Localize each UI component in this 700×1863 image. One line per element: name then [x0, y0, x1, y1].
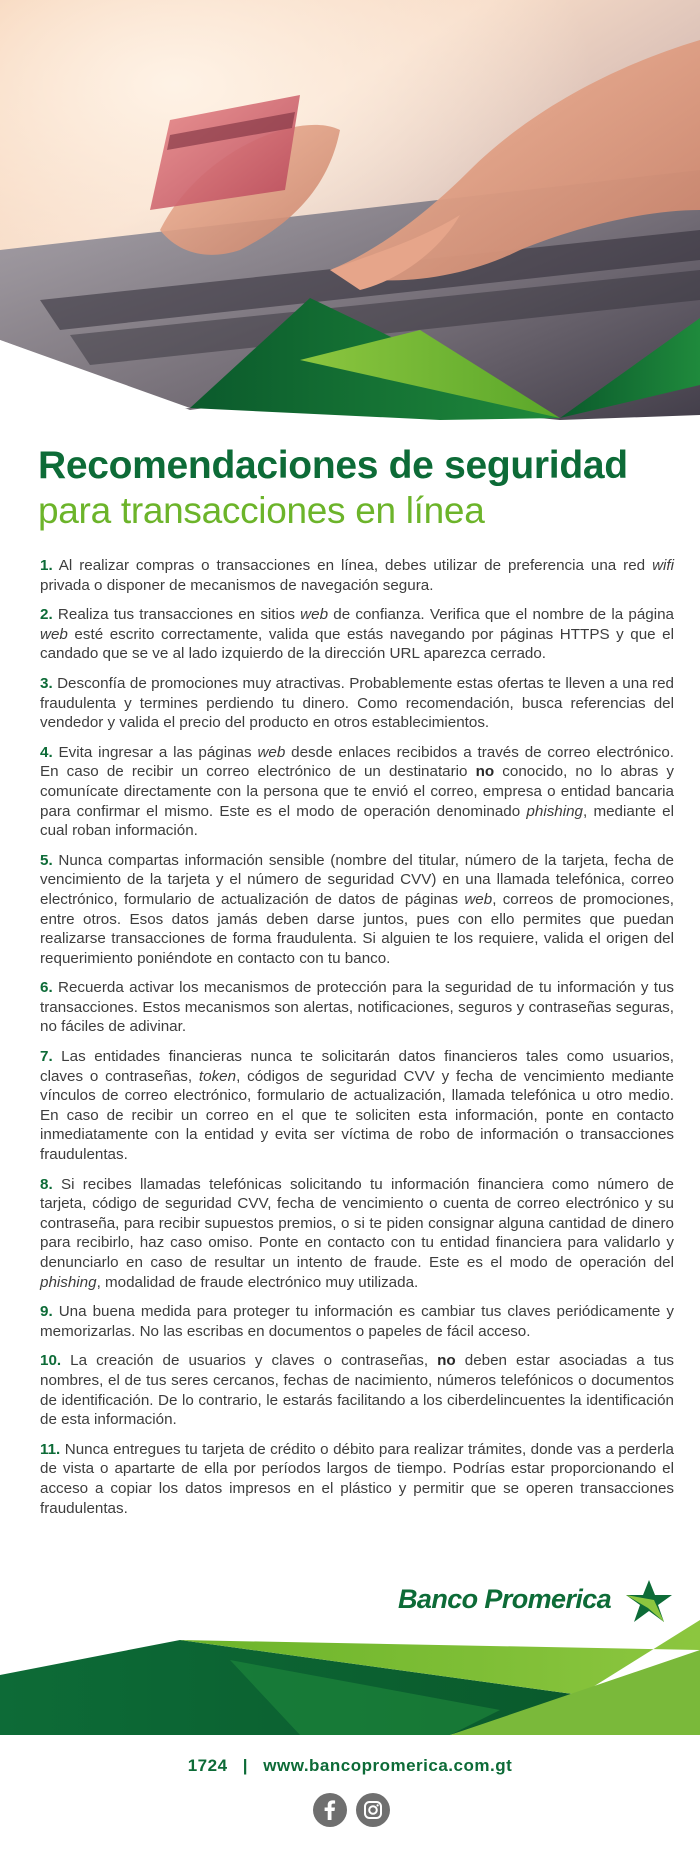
social-links — [313, 1793, 393, 1831]
recommendation-text: La creación de usuarios y claves o contraseñas, — [61, 1352, 438, 1370]
recommendation-number: 5. — [40, 851, 53, 869]
hero-photo-illustration — [0, 0, 700, 420]
hero-image — [0, 0, 700, 420]
recommendation-text: de confianza. Verifica que el nombre de la página — [328, 606, 674, 624]
recommendation-item — [40, 851, 674, 969]
logo-text: Banco Promerica — [398, 1584, 612, 1614]
recommendation-item — [40, 605, 674, 664]
footer-contact — [0, 1756, 700, 1776]
recommendation-item — [40, 743, 674, 841]
recommendation-text: token — [198, 1067, 237, 1085]
recommendation-number: 4. — [40, 743, 53, 761]
footer-phone[interactable]: 1724 — [187, 1756, 228, 1775]
recommendation-text: Nunca compartas información sensible (nombre del titular, número de la tarjeta, fecha de vencimiento de la tarjeta y el número de seguridad CVV) en una llamada telefónica, correo electrónico, formulario de actualización de datos de páginas — [40, 851, 674, 908]
recommendation-text: phishing — [526, 802, 583, 820]
recommendation-text: desde enlaces recibidos a través de correo electrónico. En caso de recibir un correo electrónico de un destinatario — [40, 743, 674, 781]
star-icon — [624, 1578, 674, 1624]
recommendation-text: , correos de promociones, entre otros. Esos datos jamás deben darse juntos, pues con ello permites que puedan realizarse transacciones de forma fraudulenta. Si alguien te los requiere, valida el origen del requerimiento poniéndote en contacto con tu banco. — [40, 890, 674, 967]
recommendation-text: deben estar asociadas a tus nombres, el de tus seres cercanos, fechas de nacimiento, números telefónicos o documentos de identificación. De lo contrario, le estarás facilitando a los ciberdelincuentes la identificación de esta información. — [40, 1352, 674, 1429]
recommendation-number: 11. — [40, 1440, 61, 1458]
green-band-shapes — [0, 1620, 700, 1735]
recommendation-item — [40, 1302, 674, 1341]
recommendation-text: , códigos de seguridad CVV y fecha de vencimiento mediante vínculos de correo electrónico, formulario de actualización, llamada telefónica u otro medio. En caso de recibir un correo en el que te soliciten esta información, ponte en contacto inmediatamente con la entidad y evita ser víctima de robo de información o transacciones fraudulentas. — [40, 1067, 674, 1164]
page-subtitle: para transacciones en línea — [38, 490, 485, 531]
recommendation-text: Recuerda activar los mecanismos de protección para la seguridad de tu información y tus transacciones. Estos mecanismos son alertas, notificaciones, seguros y contraseñas seguras, no fáciles de adivinar. — [40, 979, 674, 1036]
recommendation-item — [40, 674, 674, 733]
recommendation-number: 2. — [40, 606, 53, 624]
recommendation-text: , modalidad de fraude electrónico muy utilizada. — [96, 1273, 419, 1291]
page-title: Recomendaciones de seguridad — [38, 444, 628, 487]
recommendation-text: web — [300, 606, 329, 624]
recommendation-number: 7. — [40, 1048, 53, 1066]
instagram-icon[interactable] — [356, 1793, 390, 1827]
recommendation-text: web — [40, 625, 68, 643]
recommendation-text: , mediante el cual roban información. — [40, 802, 674, 840]
bank-logo — [398, 1578, 678, 1626]
recommendation-text: web — [257, 743, 286, 761]
recommendation-item — [40, 556, 674, 595]
recommendation-text: Si recibes llamadas telefónicas solicitando tu información financiera como número de tarjeta, código de seguridad CVV, fecha de vencimiento o cuenta de correo electrónico y su contraseña, para recibir supuestos premios, o si te piden consignar alguna cantidad de dinero para recibirlo, haz caso omiso. Ponte en contacto con tu entidad financiera para validarlo y denunciarlo en caso de resultar un intento de fraude. Este es el modo de operación del — [40, 1175, 674, 1271]
recommendation-text: Las entidades financieras nunca te solicitarán datos financieros tales como usuarios, claves o contraseñas, — [40, 1048, 674, 1085]
recommendation-text: wifi — [652, 557, 674, 574]
recommendation-text: no — [475, 763, 495, 781]
recommendation-item — [40, 978, 674, 1037]
recommendation-number: 9. — [40, 1303, 53, 1321]
recommendation-item — [40, 1440, 674, 1518]
recommendation-number: 3. — [40, 674, 53, 692]
recommendation-text: Nunca entregues tu tarjeta de crédito o débito para realizar trámites, donde vas a perderla de vista o apartarte de ella por períodos largos de tiempo. Podrías estar proporcionando el acceso a copiar los datos impresos en el plástico y permitir que se operen transacciones fraudulentas. — [40, 1440, 674, 1517]
recommendation-text: phishing — [40, 1273, 97, 1291]
recommendation-text: Desconfía de promociones muy atractivas. Probablemente estas ofertas te lleven a una red fraudulenta y termines perdiendo tu dinero. Como recomendación, busca referencias del vendedor y valida el precio del producto en otros establecimientos. — [40, 674, 674, 732]
recommendation-text: Una buena medida para proteger tu información es cambiar tus claves periódicamente y memorizarlas. No las escribas en documentos o papeles de fácil acceso. — [40, 1303, 674, 1340]
recommendation-number: 6. — [40, 979, 53, 997]
recommendation-number: 8. — [40, 1175, 53, 1193]
title-block — [38, 443, 678, 533]
recommendation-item — [40, 1351, 674, 1429]
recommendation-text: privada o disponer de mecanismos de navegación segura. — [40, 576, 434, 594]
footer-separator: | — [242, 1756, 249, 1775]
recommendation-item — [40, 1175, 674, 1293]
footer-website-link[interactable]: www.bancopromerica.com.gt — [263, 1756, 513, 1775]
recommendation-number: 1. — [40, 557, 53, 574]
facebook-icon[interactable] — [313, 1793, 347, 1827]
decorative-green-band — [0, 1620, 700, 1735]
recommendation-text: no — [437, 1352, 456, 1370]
recommendation-number: 10. — [40, 1352, 62, 1370]
recommendations-list — [40, 556, 674, 1528]
recommendation-text: conocido, no lo abras y comunícate directamente con la persona que te envió el correo, empresa o entidad bancaria para confirmar el mismo. Este es el modo de operación denominado — [40, 763, 674, 820]
recommendation-text: Al realizar compras o transacciones en línea, debes utilizar de preferencia una red — [52, 557, 653, 574]
recommendation-text: Evita ingresar a las páginas — [52, 743, 258, 761]
recommendation-text: Realiza tus transacciones en sitios — [52, 606, 301, 624]
recommendation-item — [40, 1047, 674, 1165]
recommendation-text: esté escrito correctamente, valida que estás navegando por páginas HTTPS y que el candado que se ve al lado izquierdo de la dirección URL aparezca cerrado. — [40, 625, 674, 663]
recommendation-text: web — [464, 890, 493, 908]
